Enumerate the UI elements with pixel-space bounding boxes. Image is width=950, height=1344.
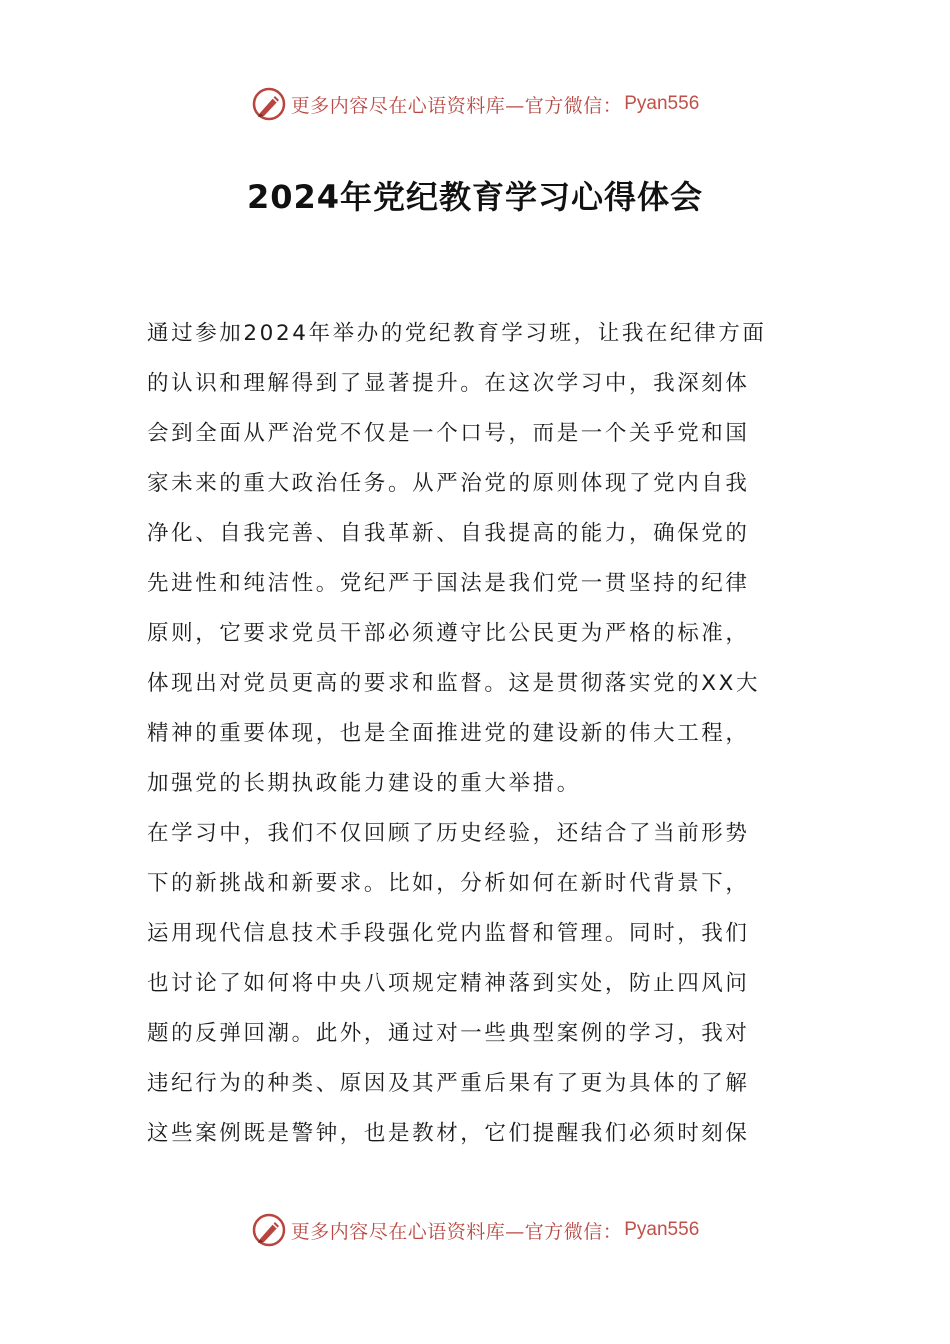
body-line: 原则，它要求党员干部必须遵守比公民更为严格的标准， — [147, 621, 750, 646]
body-line: 违纪行为的种类、原因及其严重后果有了更为具体的了解 — [147, 1071, 750, 1096]
body-line: 题的反弹回潮。此外，通过对一些典型案例的学习，我对 — [147, 1021, 750, 1046]
body-line: 下的新挑战和新要求。比如，分析如何在新时代背景下， — [147, 871, 750, 896]
body-line: 这些案例既是警钟，也是教材，它们提醒我们必须时刻保 — [147, 1121, 750, 1146]
body-line: 净化、自我完善、自我革新、自我提高的能力，确保党的 — [147, 521, 750, 546]
footer-wechat-id: Pyan556 — [624, 1219, 700, 1240]
document-body — [147, 309, 807, 1159]
body-line: 在学习中，我们不仅回顾了历史经验，还结合了当前形势 — [147, 821, 750, 846]
document-title: 2024年党纪教育学习心得体会 — [246, 178, 704, 216]
body-line: 也讨论了如何将中央八项规定精神落到实处，防止四风问 — [147, 971, 750, 996]
body-line: 加强党的长期执政能力建设的重大举措。 — [147, 771, 581, 796]
body-line: 的认识和理解得到了显著提升。在这次学习中，我深刻体 — [147, 371, 750, 396]
body-line: 先进性和纯洁性。党纪严于国法是我们党一贯坚持的纪律 — [147, 571, 750, 596]
header-banner — [0, 84, 950, 124]
body-line: 通过参加2024年举办的党纪教育学习班，让我在纪律方面 — [147, 321, 767, 346]
body-line: 运用现代信息技术手段强化党内监督和管理。同时，我们 — [147, 921, 750, 946]
pen-logo-icon — [251, 1212, 287, 1248]
body-line: 体现出对党员更高的要求和监督。这是贯彻落实党的XX大 — [147, 671, 761, 696]
footer-promo-text: 更多内容尽在心语资料库—官方微信： — [290, 1220, 623, 1243]
body-line: 家未来的重大政治任务。从严治党的原则体现了党内自我 — [147, 471, 750, 496]
pen-logo-icon — [251, 86, 287, 122]
header-promo-text: 更多内容尽在心语资料库—官方微信： — [290, 94, 623, 117]
body-line: 精神的重要体现，也是全面推进党的建设新的伟大工程， — [147, 721, 750, 746]
footer-banner — [0, 1210, 950, 1250]
header-wechat-id: Pyan556 — [624, 93, 700, 114]
body-line: 会到全面从严治党不仅是一个口号，而是一个关乎党和国 — [147, 421, 750, 446]
